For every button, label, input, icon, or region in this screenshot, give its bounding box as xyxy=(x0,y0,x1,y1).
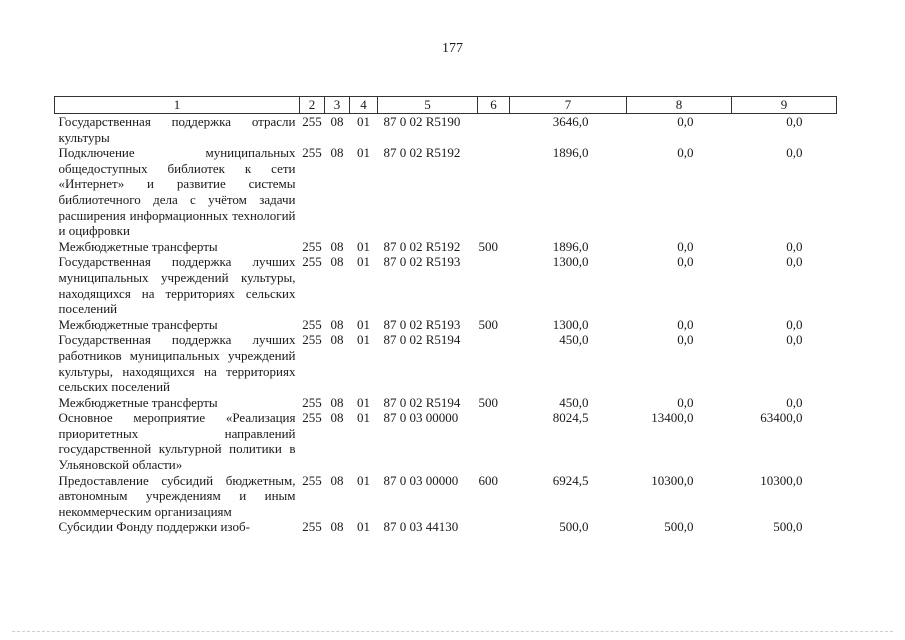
cell-col-5: 87 0 03 00000 xyxy=(383,410,459,426)
table-row xyxy=(55,395,837,411)
cell-col-5: 87 0 02 R5194 xyxy=(383,394,461,410)
cell-col-6 xyxy=(478,145,510,239)
cell-col-4: 01 xyxy=(357,114,370,129)
table-row xyxy=(55,410,837,472)
cell-col-6: 500 xyxy=(478,394,498,410)
col-header-4: 4 xyxy=(350,97,378,114)
row-name: Основное мероприятие «Реализация приоритетных направлений государственной культурной политики в Ульяновской области» xyxy=(58,410,296,473)
cell-col-7: 3646,0 xyxy=(552,114,589,129)
col-header-3: 3 xyxy=(325,97,350,114)
row-name: Межбюджетные трансферты xyxy=(58,316,218,332)
table-row xyxy=(55,317,837,333)
row-name: Субсидии Фонду поддержки изоб- xyxy=(58,519,250,535)
cell-col-4: 01 xyxy=(357,332,370,348)
cell-col-8: 0,0 xyxy=(677,145,694,161)
cell-col-5: 87 0 03 44130 xyxy=(383,519,459,535)
cell-col-3: 08 xyxy=(330,332,344,348)
cell-col-2: 255 xyxy=(302,254,322,270)
table-row xyxy=(55,145,837,239)
cell-col-3: 08 xyxy=(330,316,344,332)
cell-col-2: 255 xyxy=(302,472,322,488)
col-header-7: 7 xyxy=(510,97,627,114)
cell-col-9: 10300,0 xyxy=(760,472,803,488)
cell-col-3: 08 xyxy=(330,519,344,535)
cell-col-9: 0,0 xyxy=(786,254,803,270)
cell-col-8: 500,0 xyxy=(664,519,694,535)
cell-col-8: 10300,0 xyxy=(651,472,694,488)
row-name: Государственная поддержка отрасли культуры xyxy=(58,114,296,145)
cell-col-5: 87 0 02 R5193 xyxy=(383,254,461,270)
cell-col-7: 1896,0 xyxy=(552,145,589,161)
cell-col-6 xyxy=(478,254,510,316)
cell-col-3: 08 xyxy=(330,410,344,426)
col-header-9: 9 xyxy=(732,97,837,114)
page-number: 177 xyxy=(442,41,463,56)
row-name: Государственная поддержка лучших работников муниципальных учреждений культуры, находящихся на территориях сельских поселений xyxy=(58,332,296,395)
cell-col-9: 0,0 xyxy=(786,145,803,161)
header-row xyxy=(55,97,837,114)
cell-col-9: 0,0 xyxy=(786,114,803,129)
cell-col-3: 08 xyxy=(330,114,344,129)
cell-col-9: 0,0 xyxy=(786,238,803,254)
cell-col-4: 01 xyxy=(357,410,370,426)
cell-col-3: 08 xyxy=(330,472,344,488)
col-header-8: 8 xyxy=(627,97,732,114)
cell-col-7: 1300,0 xyxy=(552,254,589,270)
cell-col-2: 255 xyxy=(302,519,322,535)
cell-col-2: 255 xyxy=(302,394,322,410)
cell-col-4: 01 xyxy=(357,394,370,410)
cell-col-5: 87 0 03 00000 xyxy=(383,472,459,488)
col-header-5: 5 xyxy=(378,97,478,114)
cell-col-5: 87 0 02 R5192 xyxy=(383,145,461,161)
table-row xyxy=(55,254,837,316)
cell-col-3: 08 xyxy=(330,394,344,410)
cell-col-5: 87 0 02 R5190 xyxy=(383,114,461,129)
cell-col-4: 01 xyxy=(357,254,370,270)
budget-table xyxy=(54,96,837,535)
cell-col-8: 0,0 xyxy=(677,332,694,348)
cell-col-7: 450,0 xyxy=(559,332,589,348)
col-header-2: 2 xyxy=(300,97,325,114)
cell-col-8: 0,0 xyxy=(677,394,694,410)
cell-col-5: 87 0 02 R5194 xyxy=(383,332,461,348)
cell-col-2: 255 xyxy=(302,238,322,254)
cell-col-6 xyxy=(478,114,510,146)
cell-col-8: 0,0 xyxy=(677,238,694,254)
cell-col-7: 8024,5 xyxy=(552,410,589,426)
cell-col-7: 1300,0 xyxy=(552,316,589,332)
table-row xyxy=(55,519,837,535)
col-header-6: 6 xyxy=(478,97,510,114)
cell-col-2: 255 xyxy=(302,332,322,348)
cell-col-8: 0,0 xyxy=(677,114,694,129)
cell-col-9: 500,0 xyxy=(773,519,803,535)
cell-col-4: 01 xyxy=(357,519,370,535)
table-row xyxy=(55,332,837,394)
cell-col-6 xyxy=(478,519,510,535)
row-name: Государственная поддержка лучших муниципальных учреждений культуры, находящихся на территориях сельских поселений xyxy=(58,254,296,317)
cell-col-5: 87 0 02 R5192 xyxy=(383,238,461,254)
cell-col-9: 0,0 xyxy=(786,332,803,348)
cell-col-2: 255 xyxy=(302,145,322,161)
cell-col-2: 255 xyxy=(302,316,322,332)
cell-col-7: 6924,5 xyxy=(552,472,589,488)
cell-col-9: 63400,0 xyxy=(760,410,803,426)
cell-col-4: 01 xyxy=(357,316,370,332)
cell-col-8: 0,0 xyxy=(677,254,694,270)
row-name: Межбюджетные трансферты xyxy=(58,394,218,410)
cell-col-4: 01 xyxy=(357,238,370,254)
table-row xyxy=(55,239,837,255)
cell-col-6: 600 xyxy=(478,472,498,488)
cell-col-9: 0,0 xyxy=(786,394,803,410)
table-row xyxy=(55,473,837,520)
col-header-1: 1 xyxy=(55,97,300,114)
cell-col-6 xyxy=(478,332,510,394)
cell-col-7: 450,0 xyxy=(559,394,589,410)
row-name: Межбюджетные трансферты xyxy=(58,238,218,254)
cell-col-2: 255 xyxy=(302,114,322,129)
cell-col-3: 08 xyxy=(330,145,344,161)
page-bottom-edge xyxy=(12,631,893,632)
cell-col-8: 13400,0 xyxy=(651,410,694,426)
row-name: Подключение муниципальных общедоступных библиотек к сети «Интернет» и развитие системы библиотечного дела с учётом задачи расширения информационных технологий и оцифровки xyxy=(58,145,296,239)
cell-col-3: 08 xyxy=(330,238,344,254)
cell-col-7: 1896,0 xyxy=(552,238,589,254)
cell-col-2: 255 xyxy=(302,410,322,426)
cell-col-9: 0,0 xyxy=(786,316,803,332)
cell-col-4: 01 xyxy=(357,145,370,161)
cell-col-6 xyxy=(478,410,510,472)
row-name: Предоставление субсидий бюджетным, автономным учреждениям и иным некоммерческим организациям xyxy=(58,472,296,519)
cell-col-5: 87 0 02 R5193 xyxy=(383,316,461,332)
table-row xyxy=(55,114,837,146)
cell-col-6: 500 xyxy=(478,238,498,254)
cell-col-7: 500,0 xyxy=(559,519,589,535)
cell-col-4: 01 xyxy=(357,472,370,488)
cell-col-3: 08 xyxy=(330,254,344,270)
cell-col-8: 0,0 xyxy=(677,316,694,332)
cell-col-6: 500 xyxy=(478,316,498,332)
